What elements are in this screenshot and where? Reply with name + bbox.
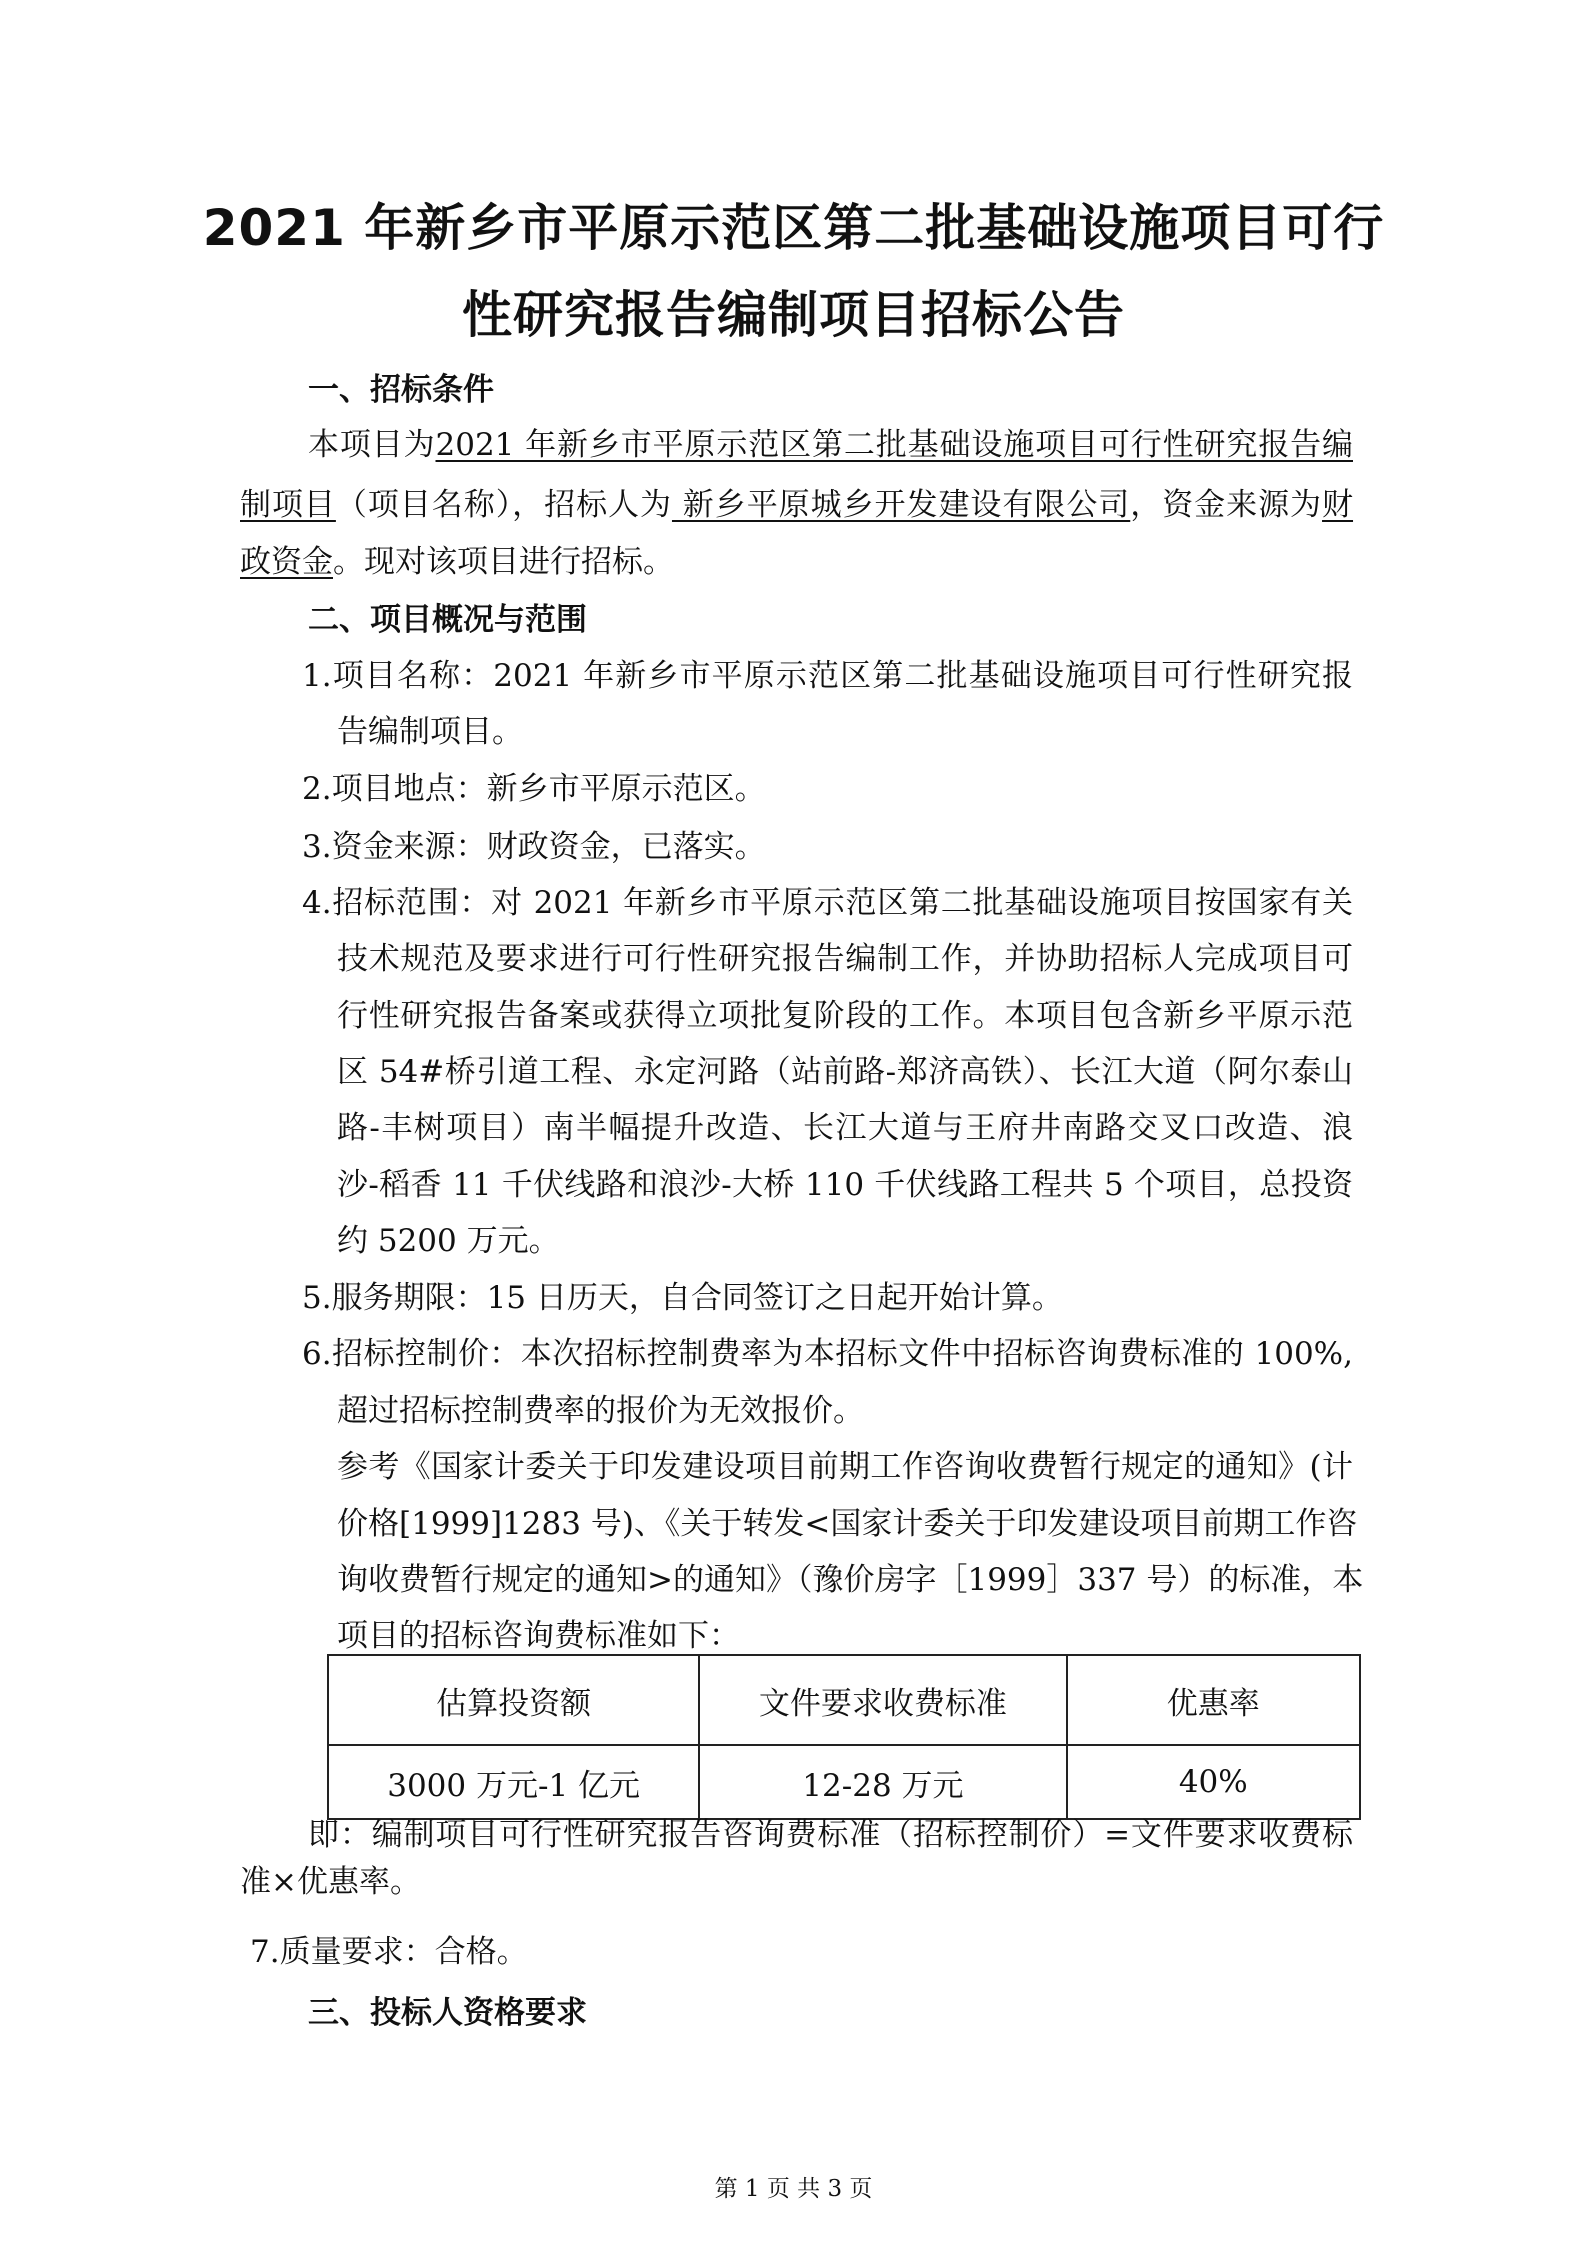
paragraph-text: （项目名称），招标人为: [335, 487, 672, 523]
table-header-cell: 估算投资额: [328, 1655, 699, 1745]
formula-line-2: 准×优惠率。: [240, 1864, 421, 1900]
project-name-underlined-cont: 制项目: [240, 487, 336, 523]
table-cell: 40%: [1067, 1745, 1360, 1819]
item-1-line-2: 告编制项目。: [337, 714, 523, 750]
page-number-footer: 第 1 页 共 3 页: [714, 2176, 873, 2202]
section-1-paragraph-line-1: [308, 425, 1353, 465]
section-1-paragraph-line-2: [240, 485, 1353, 525]
paragraph-text: 。现对该项目进行招标。: [333, 544, 674, 580]
item-4-line-6: 沙-稻香 11 千伏线路和浪沙-大桥 110 千伏线路工程共 5 个项目，总投资: [337, 1167, 1353, 1203]
table-header-cell: 优惠率: [1067, 1655, 1360, 1745]
tenderer-name-underlined: 新乡平原城乡开发建设有限公司: [671, 487, 1131, 523]
fund-source-underlined-cont: 政资金: [240, 544, 333, 580]
item-4-line-4: 区 54#桥引道工程、永定河路（站前路-郑济高铁）、长江大道（阿尔泰山: [337, 1054, 1353, 1090]
fund-source-underlined: 财: [1322, 487, 1354, 523]
table-header-row: [328, 1655, 1360, 1745]
item-4-line-2: 技术规范及要求进行可行性研究报告编制工作，并协助招标人完成项目可: [337, 941, 1353, 977]
item-6-reference-line-3: 询收费暂行规定的通知>的通知》（豫价房字［1999］337 号）的标准，本: [337, 1562, 1364, 1598]
item-1-line-1: 1.项目名称：2021 年新乡市平原示范区第二批基础设施项目可行性研究报: [302, 658, 1353, 694]
paragraph-prefix: 本项目为: [308, 427, 436, 463]
item-5: 5.服务期限：15 日历天，自合同签订之日起开始计算。: [302, 1280, 1063, 1316]
item-4-line-7: 约 5200 万元。: [337, 1223, 560, 1259]
paragraph-text: ，资金来源为: [1130, 487, 1323, 523]
item-6-reference-line-4: 项目的招标咨询费标准如下：: [337, 1618, 740, 1654]
section-1-paragraph-line-3: [240, 542, 674, 582]
item-4-line-3: 行性研究报告备案或获得立项批复阶段的工作。本项目包含新乡平原示范: [337, 998, 1353, 1034]
table-row: [328, 1745, 1360, 1819]
table-cell: 12-28 万元: [699, 1745, 1066, 1819]
item-6-line-1: 6.招标控制价：本次招标控制费率为本招标文件中招标咨询费标准的 100%,: [302, 1336, 1353, 1372]
formula-line-1: 即：编制项目可行性研究报告咨询费标准（招标控制价）=文件要求收费标: [308, 1817, 1353, 1853]
project-name-underlined: 2021 年新乡市平原示范区第二批基础设施项目可行性研究报告编: [435, 427, 1353, 463]
item-6-line-2: 超过招标控制费率的报价为无效报价。: [337, 1393, 864, 1429]
section-2-heading: 二、项目概况与范围: [308, 602, 587, 638]
table-cell: 3000 万元-1 亿元: [328, 1745, 699, 1819]
item-6-reference-line-2: 价格[1999]1283 号)、《关于转发<国家计委关于印发建设项目前期工作咨: [337, 1506, 1358, 1542]
document-title-line-1: 2021 年新乡市平原示范区第二批基础设施项目可行: [202, 199, 1385, 257]
table-header-cell: 文件要求收费标准: [699, 1655, 1066, 1745]
item-4-line-1: 4.招标范围：对 2021 年新乡市平原示范区第二批基础设施项目按国家有关: [302, 885, 1353, 921]
item-4-line-5: 路-丰树项目）南半幅提升改造、长江大道与王府井南路交叉口改造、浪: [337, 1110, 1353, 1146]
item-7: 7.质量要求：合格。: [250, 1934, 528, 1970]
document-title-line-2: 性研究报告编制项目招标公告: [462, 286, 1125, 344]
item-3: 3.资金来源：财政资金，已落实。: [302, 829, 766, 865]
fee-standard-table: [327, 1654, 1361, 1820]
item-6-reference-line-1: 参考《国家计委关于印发建设项目前期工作咨询收费暂行规定的通知》(计: [337, 1449, 1353, 1485]
section-3-heading: 三、投标人资格要求: [308, 1995, 587, 2031]
item-2: 2.项目地点：新乡市平原示范区。: [302, 771, 766, 807]
section-1-heading: 一、招标条件: [308, 372, 494, 408]
